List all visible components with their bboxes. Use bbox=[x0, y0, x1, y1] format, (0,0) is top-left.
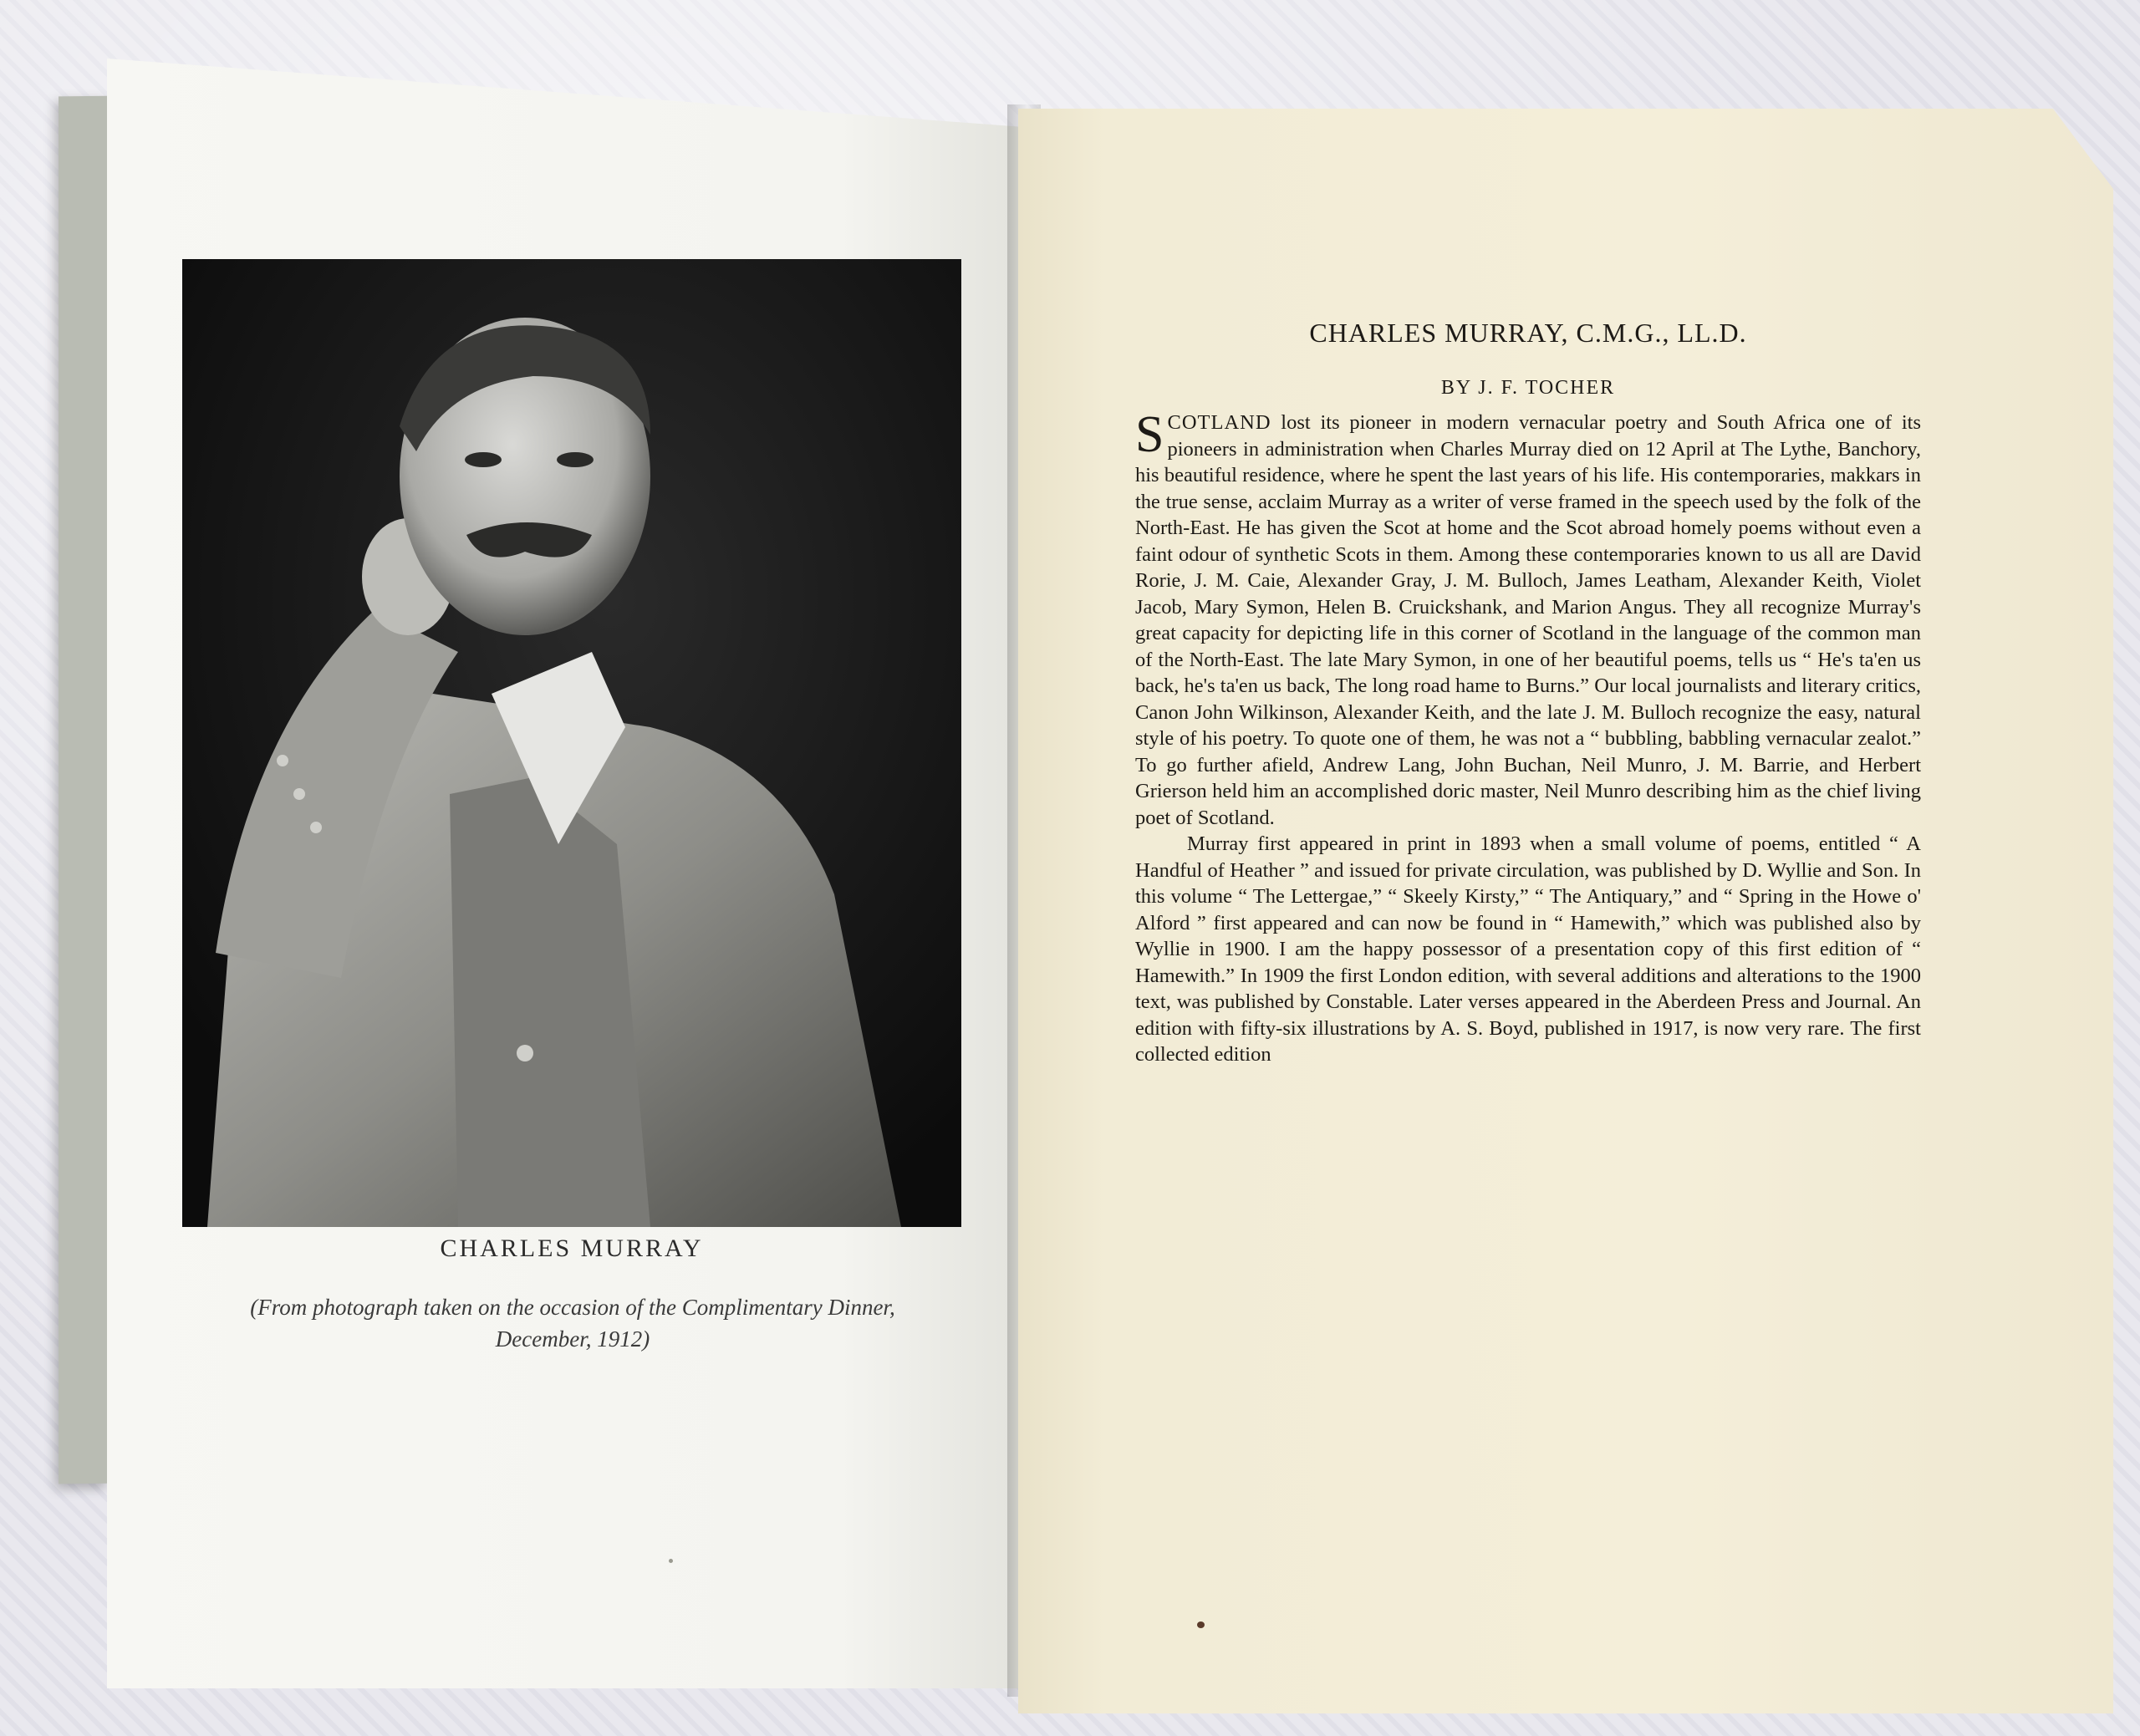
back-cover-edge bbox=[59, 96, 109, 1484]
portrait-photograph bbox=[182, 259, 961, 1227]
drop-cap: S bbox=[1135, 406, 1164, 463]
lead-word: COTLAND bbox=[1167, 411, 1271, 434]
portrait-caption-note: (From photograph taken on the occasion of the Complimentary Dinner, December, 1912) bbox=[250, 1295, 895, 1352]
portrait-image bbox=[182, 259, 961, 1227]
article-paragraph-2: Murray first appeared in print in 1893 when a small volume of poems, entitled “ A Handful of Heather ” and issued for private circulation, was published by D. Wyllie and Son. In this volume “ The Lettergae,” “ Skeely Kirsty,” “ The Antiquary,” and “ Spring in the Howe o' Alford ” first appeared and can now be found in “ Hamewith,” which was published also by Wyllie in 1900. I am the happy possessor of a presentation copy of this first edition of “ Hamewith.” In 1909 the first London edition, with several additions and alterations to the 1900 text, was published by Constable. Later verses appeared in the Aberdeen Press and Journal. An edition with fifty-six illustrations by A. S. Boyd, published in 1917, is now very rare. The first collected edition bbox=[1135, 832, 1921, 1066]
portrait-caption-name: CHARLES MURRAY bbox=[440, 1235, 704, 1262]
paper-blemish bbox=[1197, 1621, 1205, 1628]
article bbox=[1135, 318, 1921, 1068]
paper-blemish bbox=[669, 1559, 673, 1563]
article-title: CHARLES MURRAY, C.M.G., LL.D. bbox=[1309, 318, 1747, 348]
paragraph-1-text: lost its pioneer in modern vernacular poetry and South Africa one of its pioneers in administration when Charles Murray died on 12 April at The Lythe, Banchory, his beautiful residence, where he spent the last years of his life. His contemporaries, makkars in the true sense, acclaim Murray as a writer of verse framed in the speech used by the folk of the North-East. He has given the Scot at home and the Scot abroad homely poems without even a faint odour of synthetic Scots in them. Among these contemporaries known to us all are David Rorie, J. M. Caie, Alexander Gray, J. M. Bulloch, James Leatham, Alexander Keith, Violet Jacob, Mary Symon, Helen B. Cruickshank, and Marion Angus. They all recognize Murray's great capacity for depicting life in this corner of Scotland in the language of the common man of the North-East. The late Mary Symon, in one of her beautiful poems, tells us “ He's ta'en us back, he's ta'en us back, The long road hame to Burns.” Our local journalists and literary critics, Canon John Wilkinson, Alexander Keith, and the late J. M. Bulloch recognize the easy, natural style of his poetry. To quote one of them, he was not a “ bubbling, babbling vernacular zealot.” To go further afield, Andrew Lang, John Buchan, Neil Munro, J. M. Barrie, and Herbert Grierson held him an accomplished doric master, Neil Munro describing him as the chief living poet of Scotland. bbox=[1135, 411, 1921, 829]
article-paragraph-1 bbox=[1135, 406, 1921, 831]
article-byline: BY J. F. TOCHER bbox=[1440, 377, 1616, 399]
